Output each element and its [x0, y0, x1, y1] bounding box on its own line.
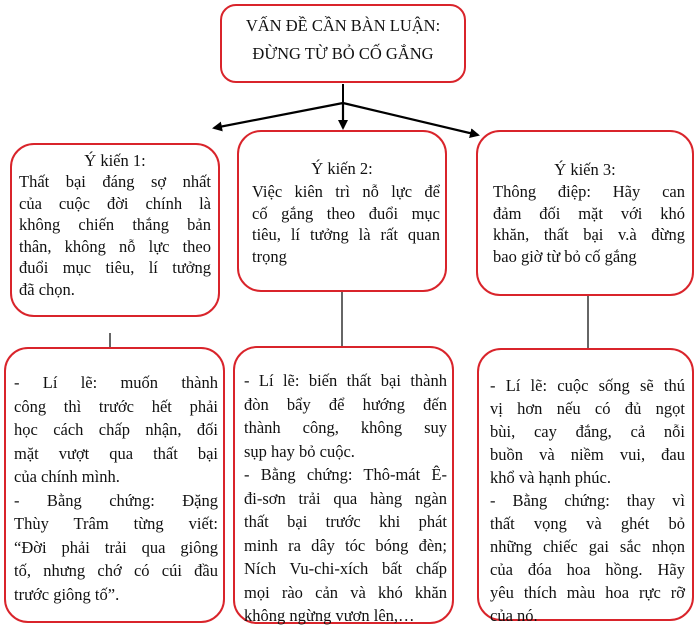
opinion-2-line: trọng [252, 246, 287, 266]
evidence-2-line: sụp hay bỏ cuộc. [244, 441, 355, 461]
opinion-1-line: của cuộc đời chính là [19, 193, 211, 213]
evidence-1-line: của chính mình. [14, 467, 120, 486]
evidence-1-line: “Đời phải trải qua giông [14, 537, 218, 557]
opinion-3-line: đảm đối mặt với khó [493, 203, 685, 223]
evidence-2-line: - Lí lẽ: biến thất bại thành [244, 371, 447, 390]
evidence-3-line: - Bằng chứng: thay vì [490, 491, 685, 510]
evidence-1-line: tố, nhưng chớ có cúi đầu [14, 561, 218, 580]
evidence-2-line: thất bại trước khi phát [244, 512, 447, 531]
evidence-3-line: của đóa hoa hồng. Hãy [490, 560, 685, 579]
evidence-3-line: thất vọng và ghét bỏ [490, 514, 685, 533]
evidence-1-line: công thì trước hết phải [14, 396, 218, 416]
evidence-3-line: yêu thích màu hoa rực rỡ [490, 583, 685, 602]
opinion-1-body [19, 171, 211, 300]
opinion-2-title: Ý kiến 2: [311, 159, 373, 178]
evidence-2-line: - Bằng chứng: Thô-mát Ê- [244, 465, 447, 484]
evidence-1-body [14, 371, 218, 606]
opinion-3-body [493, 181, 685, 267]
opinion-1-line: đuổi mục tiêu, lí tưởng [19, 258, 211, 277]
evidence-3-line: những chiếc gai sắc nhọn [490, 537, 685, 556]
opinion-3-title: Ý kiến 3: [554, 160, 616, 179]
opinion-1-line: Thất bại đáng sợ nhất [19, 172, 211, 191]
evidence-3-line: bùi, cay đắng, cả nỗi [490, 422, 685, 441]
opinion-3-line: bao giờ từ bỏ cố gắng [493, 246, 637, 266]
opinion-2-body [252, 181, 440, 267]
topic-line-2: ĐỪNG TỪ BỎ CỐ GẮNG [252, 44, 434, 63]
evidence-2-line: thành công, không suy [244, 418, 447, 437]
evidence-2-body [244, 369, 447, 628]
arrow-to-opinion-1 [214, 103, 343, 128]
evidence-3-line: khổ và hạnh phúc. [490, 468, 611, 487]
opinion-1-line: đã chọn. [19, 279, 75, 299]
opinion-3-line: Thông điệp: Hãy can [493, 182, 685, 201]
opinion-1-title: Ý kiến 1: [84, 151, 146, 170]
evidence-3-line: buồn và niềm vui, đau [490, 445, 685, 464]
evidence-1-line: học cách chấp nhận, đối [14, 420, 218, 439]
opinion-1-line: không chiến thắng bản [19, 215, 211, 234]
evidence-2-line: đòn bẩy để hướng đến [244, 394, 447, 414]
evidence-3-line: - Lí lẽ: cuộc sống sẽ thú [490, 376, 685, 395]
evidence-3-line: của nó. [490, 606, 538, 625]
opinion-1-line: thân, không nỗ lực theo [19, 236, 211, 256]
evidence-2-line: minh ra dây tóc bóng đèn; [244, 535, 447, 555]
evidence-1-line: - Bằng chứng: Đặng [14, 490, 218, 510]
evidence-1-line: trước giông tố”. [14, 584, 120, 604]
opinion-2-line: tiêu, lí tưởng là rất quan [252, 225, 440, 244]
evidence-2-line: Ních Vu-chi-xích bất chấp [244, 559, 447, 578]
evidence-2-line: mọi rào cản và khó khăn [244, 582, 447, 602]
topic-text [220, 12, 466, 68]
evidence-1-line: - Lí lẽ: muốn thành [14, 373, 218, 392]
opinion-2-line: cố gắng theo đuổi mục [252, 203, 440, 223]
topic-line-1: VẤN ĐỀ CẦN BÀN LUẬN: [245, 16, 441, 35]
evidence-3-line: vị hơn nếu có đủ ngọt [490, 399, 685, 418]
opinion-3-line: khăn, thất bại v.à đừng [493, 225, 685, 244]
evidence-3-body [490, 374, 685, 627]
evidence-2-line: không ngừng vươn lên,… [244, 606, 415, 625]
evidence-1-line: Thùy Trâm từng viết: [14, 514, 218, 533]
opinion-2-line: Việc kiên trì nỗ lực để [252, 182, 440, 201]
evidence-1-line: mặt vượt qua thất bại [14, 443, 218, 463]
evidence-2-line: đi-sơn trải qua hàng ngàn [244, 488, 447, 508]
